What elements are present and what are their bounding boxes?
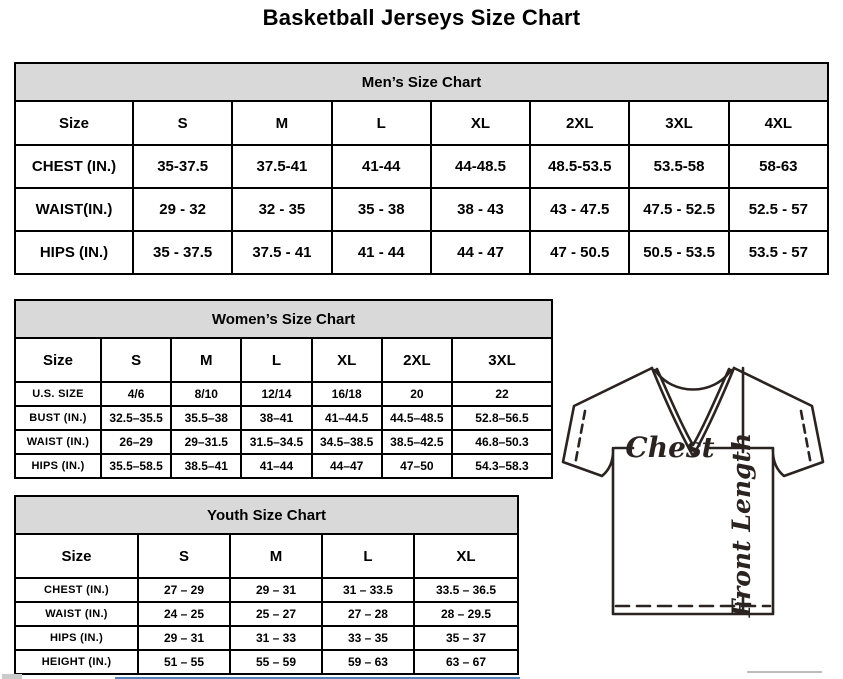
cell: 52.5 - 57	[729, 188, 828, 231]
cell: 47 - 50.5	[530, 231, 629, 274]
youth-header-row	[15, 534, 518, 578]
cell: 51 – 55	[138, 650, 230, 674]
cell: 50.5 - 53.5	[629, 231, 728, 274]
cell: 47–50	[382, 454, 452, 478]
cell: 44.5–48.5	[382, 406, 452, 430]
mens-size-table	[14, 62, 829, 275]
table-row	[15, 602, 518, 626]
cell: 35 – 37	[414, 626, 518, 650]
cell: 55 – 59	[230, 650, 322, 674]
cell: 34.5–38.5	[312, 430, 382, 454]
cell: 41–44.5	[312, 406, 382, 430]
table-row	[15, 382, 552, 406]
cell: 29 - 32	[133, 188, 232, 231]
jersey-diagram	[556, 360, 838, 626]
collar-top-arc	[655, 370, 731, 390]
cell: 29 – 31	[138, 626, 230, 650]
cell: 33 – 35	[322, 626, 414, 650]
column-header: L	[332, 101, 431, 145]
womens-header-row	[15, 338, 552, 382]
cell: 44–47	[312, 454, 382, 478]
cell: 38.5–42.5	[382, 430, 452, 454]
cell: 35.5–58.5	[101, 454, 171, 478]
table-row	[15, 578, 518, 602]
page-title: Basketball Jerseys Size Chart	[262, 5, 581, 30]
table-row	[15, 650, 518, 674]
cell: 8/10	[171, 382, 241, 406]
cell: 28 – 29.5	[414, 602, 518, 626]
column-header: S	[101, 338, 171, 382]
cell: 35.5–38	[171, 406, 241, 430]
cell: 37.5 - 41	[232, 231, 331, 274]
row-label: HIPS (IN.)	[15, 626, 138, 650]
row-label: CHEST (IN.)	[15, 145, 133, 188]
cell: 38–41	[241, 406, 311, 430]
cell: 44 - 47	[431, 231, 530, 274]
cell: 29–31.5	[171, 430, 241, 454]
cell: 22	[452, 382, 552, 406]
cutoff-element-bottom-left	[2, 674, 22, 679]
column-header: S	[133, 101, 232, 145]
cell: 46.8–50.3	[452, 430, 552, 454]
column-header: XL	[312, 338, 382, 382]
cell: 47.5 - 52.5	[629, 188, 728, 231]
table-row	[15, 188, 828, 231]
row-label: WAIST(IN.)	[15, 188, 133, 231]
youth-table-caption-row	[15, 496, 518, 534]
row-label: WAIST (IN.)	[15, 602, 138, 626]
cutoff-line-bottom-right	[747, 671, 822, 673]
cell: 20	[382, 382, 452, 406]
column-header: 3XL	[452, 338, 552, 382]
cell: 32.5–35.5	[101, 406, 171, 430]
cell: 43 - 47.5	[530, 188, 629, 231]
column-header: XL	[431, 101, 530, 145]
row-label: HEIGHT (IN.)	[15, 650, 138, 674]
womens-table-title: Women’s Size Chart	[15, 300, 552, 338]
table-row	[15, 626, 518, 650]
cell: 31.5–34.5	[241, 430, 311, 454]
row-label: CHEST (IN.)	[15, 578, 138, 602]
cell: 33.5 – 36.5	[414, 578, 518, 602]
column-header: M	[232, 101, 331, 145]
cell: 35-37.5	[133, 145, 232, 188]
cell: 52.8–56.5	[452, 406, 552, 430]
column-header: 2XL	[530, 101, 629, 145]
cell: 25 – 27	[230, 602, 322, 626]
cell: 58-63	[729, 145, 828, 188]
cell: 35 - 38	[332, 188, 431, 231]
youth-table-title: Youth Size Chart	[15, 496, 518, 534]
cell: 41-44	[332, 145, 431, 188]
column-header: L	[241, 338, 311, 382]
row-label: U.S. SIZE	[15, 382, 101, 406]
cell: 41–44	[241, 454, 311, 478]
column-header: 2XL	[382, 338, 452, 382]
column-header: M	[171, 338, 241, 382]
cell: 53.5-58	[629, 145, 728, 188]
row-label: WAIST (IN.)	[15, 430, 101, 454]
youth-size-table	[14, 495, 519, 675]
table-row	[15, 454, 552, 478]
cell: 35 - 37.5	[133, 231, 232, 274]
cell: 54.3–58.3	[452, 454, 552, 478]
cell: 37.5-41	[232, 145, 331, 188]
column-header: 4XL	[729, 101, 828, 145]
table-row	[15, 231, 828, 274]
column-header: L	[322, 534, 414, 578]
womens-table-caption-row	[15, 300, 552, 338]
cell: 63 – 67	[414, 650, 518, 674]
table-row	[15, 430, 552, 454]
mens-table-caption-row	[15, 63, 828, 101]
cell: 27 – 28	[322, 602, 414, 626]
cell: 29 – 31	[230, 578, 322, 602]
cell: 12/14	[241, 382, 311, 406]
cell: 59 – 63	[322, 650, 414, 674]
cell: 53.5 - 57	[729, 231, 828, 274]
cell: 48.5-53.5	[530, 145, 629, 188]
cell: 44-48.5	[431, 145, 530, 188]
cell: 24 – 25	[138, 602, 230, 626]
cell: 16/18	[312, 382, 382, 406]
cell: 27 – 29	[138, 578, 230, 602]
cell: 31 – 33.5	[322, 578, 414, 602]
cell: 38.5–41	[171, 454, 241, 478]
cell: 4/6	[101, 382, 171, 406]
row-label: BUST (IN.)	[15, 406, 101, 430]
column-header: Size	[15, 101, 133, 145]
cell: 32 - 35	[232, 188, 331, 231]
chest-label: Chest	[625, 431, 715, 464]
column-header: S	[138, 534, 230, 578]
column-header: Size	[15, 534, 138, 578]
cell: 38 - 43	[431, 188, 530, 231]
table-row	[15, 406, 552, 430]
column-header: Size	[15, 338, 101, 382]
jersey-outline	[563, 368, 823, 614]
mens-header-row	[15, 101, 828, 145]
cuff-seam-left	[575, 411, 585, 465]
cell: 26–29	[101, 430, 171, 454]
table-row	[15, 145, 828, 188]
front-length-label: Front Length	[727, 432, 756, 618]
mens-table-title: Men’s Size Chart	[15, 63, 828, 101]
cell: 41 - 44	[332, 231, 431, 274]
column-header: M	[230, 534, 322, 578]
row-label: HIPS (IN.)	[15, 231, 133, 274]
column-header: 3XL	[629, 101, 728, 145]
row-label: HIPS (IN.)	[15, 454, 101, 478]
cell: 31 – 33	[230, 626, 322, 650]
column-header: XL	[414, 534, 518, 578]
womens-size-table	[14, 299, 553, 479]
cuff-seam-right	[801, 411, 811, 465]
